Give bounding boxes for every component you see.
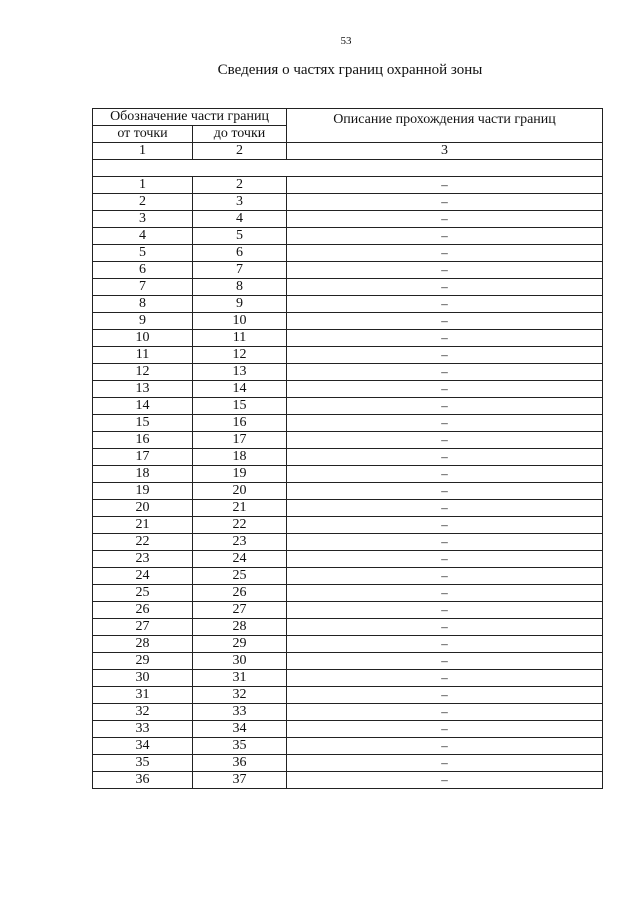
header-description: Описание прохождения части границ — [287, 109, 603, 143]
table-row — [93, 585, 603, 602]
cell-to: 19 — [193, 466, 287, 483]
cell-description: – — [287, 500, 603, 517]
table-row — [93, 398, 603, 415]
table-row — [93, 313, 603, 330]
cell-to: 14 — [193, 381, 287, 398]
table-row — [93, 517, 603, 534]
cell-to: 15 — [193, 398, 287, 415]
cell-to: 23 — [193, 534, 287, 551]
cell-to: 21 — [193, 500, 287, 517]
blank-cell — [93, 160, 603, 177]
cell-description: – — [287, 738, 603, 755]
cell-description: – — [287, 177, 603, 194]
cell-description: – — [287, 398, 603, 415]
table-row — [93, 177, 603, 194]
table-row — [93, 449, 603, 466]
cell-description: – — [287, 279, 603, 296]
cell-description: – — [287, 551, 603, 568]
cell-description: – — [287, 585, 603, 602]
cell-from: 2 — [93, 194, 193, 211]
cell-from: 23 — [93, 551, 193, 568]
table-row — [93, 330, 603, 347]
page-title: Сведения о частях границ охранной зоны — [217, 62, 483, 78]
cell-to: 33 — [193, 704, 287, 721]
cell-from: 22 — [93, 534, 193, 551]
cell-description: – — [287, 364, 603, 381]
cell-from: 20 — [93, 500, 193, 517]
header-group: Обозначение части границ — [93, 109, 287, 126]
cell-to: 37 — [193, 772, 287, 789]
cell-description: – — [287, 262, 603, 279]
table-row — [93, 347, 603, 364]
table-row — [93, 551, 603, 568]
table-row — [93, 602, 603, 619]
cell-description: – — [287, 313, 603, 330]
cell-to: 10 — [193, 313, 287, 330]
cell-to: 26 — [193, 585, 287, 602]
cell-from: 21 — [93, 517, 193, 534]
cell-to: 20 — [193, 483, 287, 500]
cell-description: – — [287, 687, 603, 704]
cell-description: – — [287, 619, 603, 636]
cell-description: – — [287, 772, 603, 789]
cell-description: – — [287, 483, 603, 500]
table-row — [93, 262, 603, 279]
cell-description: – — [287, 721, 603, 738]
table-row — [93, 228, 603, 245]
cell-description: – — [287, 755, 603, 772]
cell-description: – — [287, 211, 603, 228]
cell-from: 28 — [93, 636, 193, 653]
table-row — [93, 432, 603, 449]
table-row — [93, 500, 603, 517]
cell-to: 13 — [193, 364, 287, 381]
cell-from: 5 — [93, 245, 193, 262]
cell-description: – — [287, 466, 603, 483]
cell-description: – — [287, 602, 603, 619]
cell-description: – — [287, 534, 603, 551]
cell-from: 8 — [93, 296, 193, 313]
cell-description: – — [287, 636, 603, 653]
table-row — [93, 415, 603, 432]
cell-to: 28 — [193, 619, 287, 636]
cell-to: 7 — [193, 262, 287, 279]
cell-from: 15 — [93, 415, 193, 432]
cell-to: 22 — [193, 517, 287, 534]
cell-description: – — [287, 449, 603, 466]
table-row — [93, 653, 603, 670]
table-row — [93, 194, 603, 211]
cell-from: 12 — [93, 364, 193, 381]
cell-from: 11 — [93, 347, 193, 364]
cell-from: 4 — [93, 228, 193, 245]
cell-description: – — [287, 517, 603, 534]
cell-to: 2 — [193, 177, 287, 194]
table-row — [93, 755, 603, 772]
boundary-table — [92, 108, 603, 789]
cell-from: 6 — [93, 262, 193, 279]
cell-description: – — [287, 653, 603, 670]
cell-from: 7 — [93, 279, 193, 296]
cell-to: 24 — [193, 551, 287, 568]
cell-to: 31 — [193, 670, 287, 687]
cell-from: 30 — [93, 670, 193, 687]
table-row — [93, 636, 603, 653]
cell-to: 12 — [193, 347, 287, 364]
cell-from: 13 — [93, 381, 193, 398]
cell-description: – — [287, 347, 603, 364]
table-row — [93, 381, 603, 398]
table-row — [93, 466, 603, 483]
table-row — [93, 568, 603, 585]
cell-from: 10 — [93, 330, 193, 347]
column-number: 1 — [93, 143, 193, 160]
table-row — [93, 738, 603, 755]
header-row — [93, 109, 603, 126]
cell-from: 35 — [93, 755, 193, 772]
cell-from: 9 — [93, 313, 193, 330]
column-number-row — [93, 143, 603, 160]
cell-from: 16 — [93, 432, 193, 449]
cell-to: 17 — [193, 432, 287, 449]
cell-from: 18 — [93, 466, 193, 483]
cell-description: – — [287, 245, 603, 262]
cell-to: 18 — [193, 449, 287, 466]
table-row — [93, 364, 603, 381]
cell-description: – — [287, 296, 603, 313]
table-row — [93, 670, 603, 687]
cell-to: 36 — [193, 755, 287, 772]
table-row — [93, 245, 603, 262]
cell-to: 4 — [193, 211, 287, 228]
table-row — [93, 534, 603, 551]
cell-from: 34 — [93, 738, 193, 755]
cell-from: 32 — [93, 704, 193, 721]
blank-row — [93, 160, 603, 177]
cell-from: 33 — [93, 721, 193, 738]
cell-from: 26 — [93, 602, 193, 619]
cell-description: – — [287, 194, 603, 211]
cell-to: 27 — [193, 602, 287, 619]
cell-to: 6 — [193, 245, 287, 262]
table-row — [93, 704, 603, 721]
table-row — [93, 279, 603, 296]
cell-to: 16 — [193, 415, 287, 432]
cell-from: 1 — [93, 177, 193, 194]
cell-to: 29 — [193, 636, 287, 653]
cell-from: 25 — [93, 585, 193, 602]
header-to: до точки — [193, 126, 287, 143]
cell-description: – — [287, 228, 603, 245]
cell-to: 3 — [193, 194, 287, 211]
cell-from: 36 — [93, 772, 193, 789]
cell-from: 31 — [93, 687, 193, 704]
cell-to: 5 — [193, 228, 287, 245]
table-row — [93, 721, 603, 738]
cell-description: – — [287, 415, 603, 432]
cell-to: 34 — [193, 721, 287, 738]
column-number: 2 — [193, 143, 287, 160]
cell-description: – — [287, 670, 603, 687]
cell-from: 27 — [93, 619, 193, 636]
cell-to: 8 — [193, 279, 287, 296]
cell-to: 35 — [193, 738, 287, 755]
header-from: от точки — [93, 126, 193, 143]
cell-from: 19 — [93, 483, 193, 500]
cell-from: 24 — [93, 568, 193, 585]
cell-from: 3 — [93, 211, 193, 228]
cell-to: 25 — [193, 568, 287, 585]
cell-to: 32 — [193, 687, 287, 704]
table-row — [93, 619, 603, 636]
cell-description: – — [287, 381, 603, 398]
cell-description: – — [287, 704, 603, 721]
cell-to: 30 — [193, 653, 287, 670]
column-number: 3 — [287, 143, 603, 160]
table-row — [93, 772, 603, 789]
table-row — [93, 211, 603, 228]
table-row — [93, 687, 603, 704]
table-row — [93, 483, 603, 500]
cell-from: 14 — [93, 398, 193, 415]
page-number: 53 — [340, 35, 352, 47]
cell-description: – — [287, 568, 603, 585]
cell-description: – — [287, 432, 603, 449]
cell-from: 29 — [93, 653, 193, 670]
cell-to: 9 — [193, 296, 287, 313]
cell-to: 11 — [193, 330, 287, 347]
cell-description: – — [287, 330, 603, 347]
table-row — [93, 296, 603, 313]
cell-from: 17 — [93, 449, 193, 466]
